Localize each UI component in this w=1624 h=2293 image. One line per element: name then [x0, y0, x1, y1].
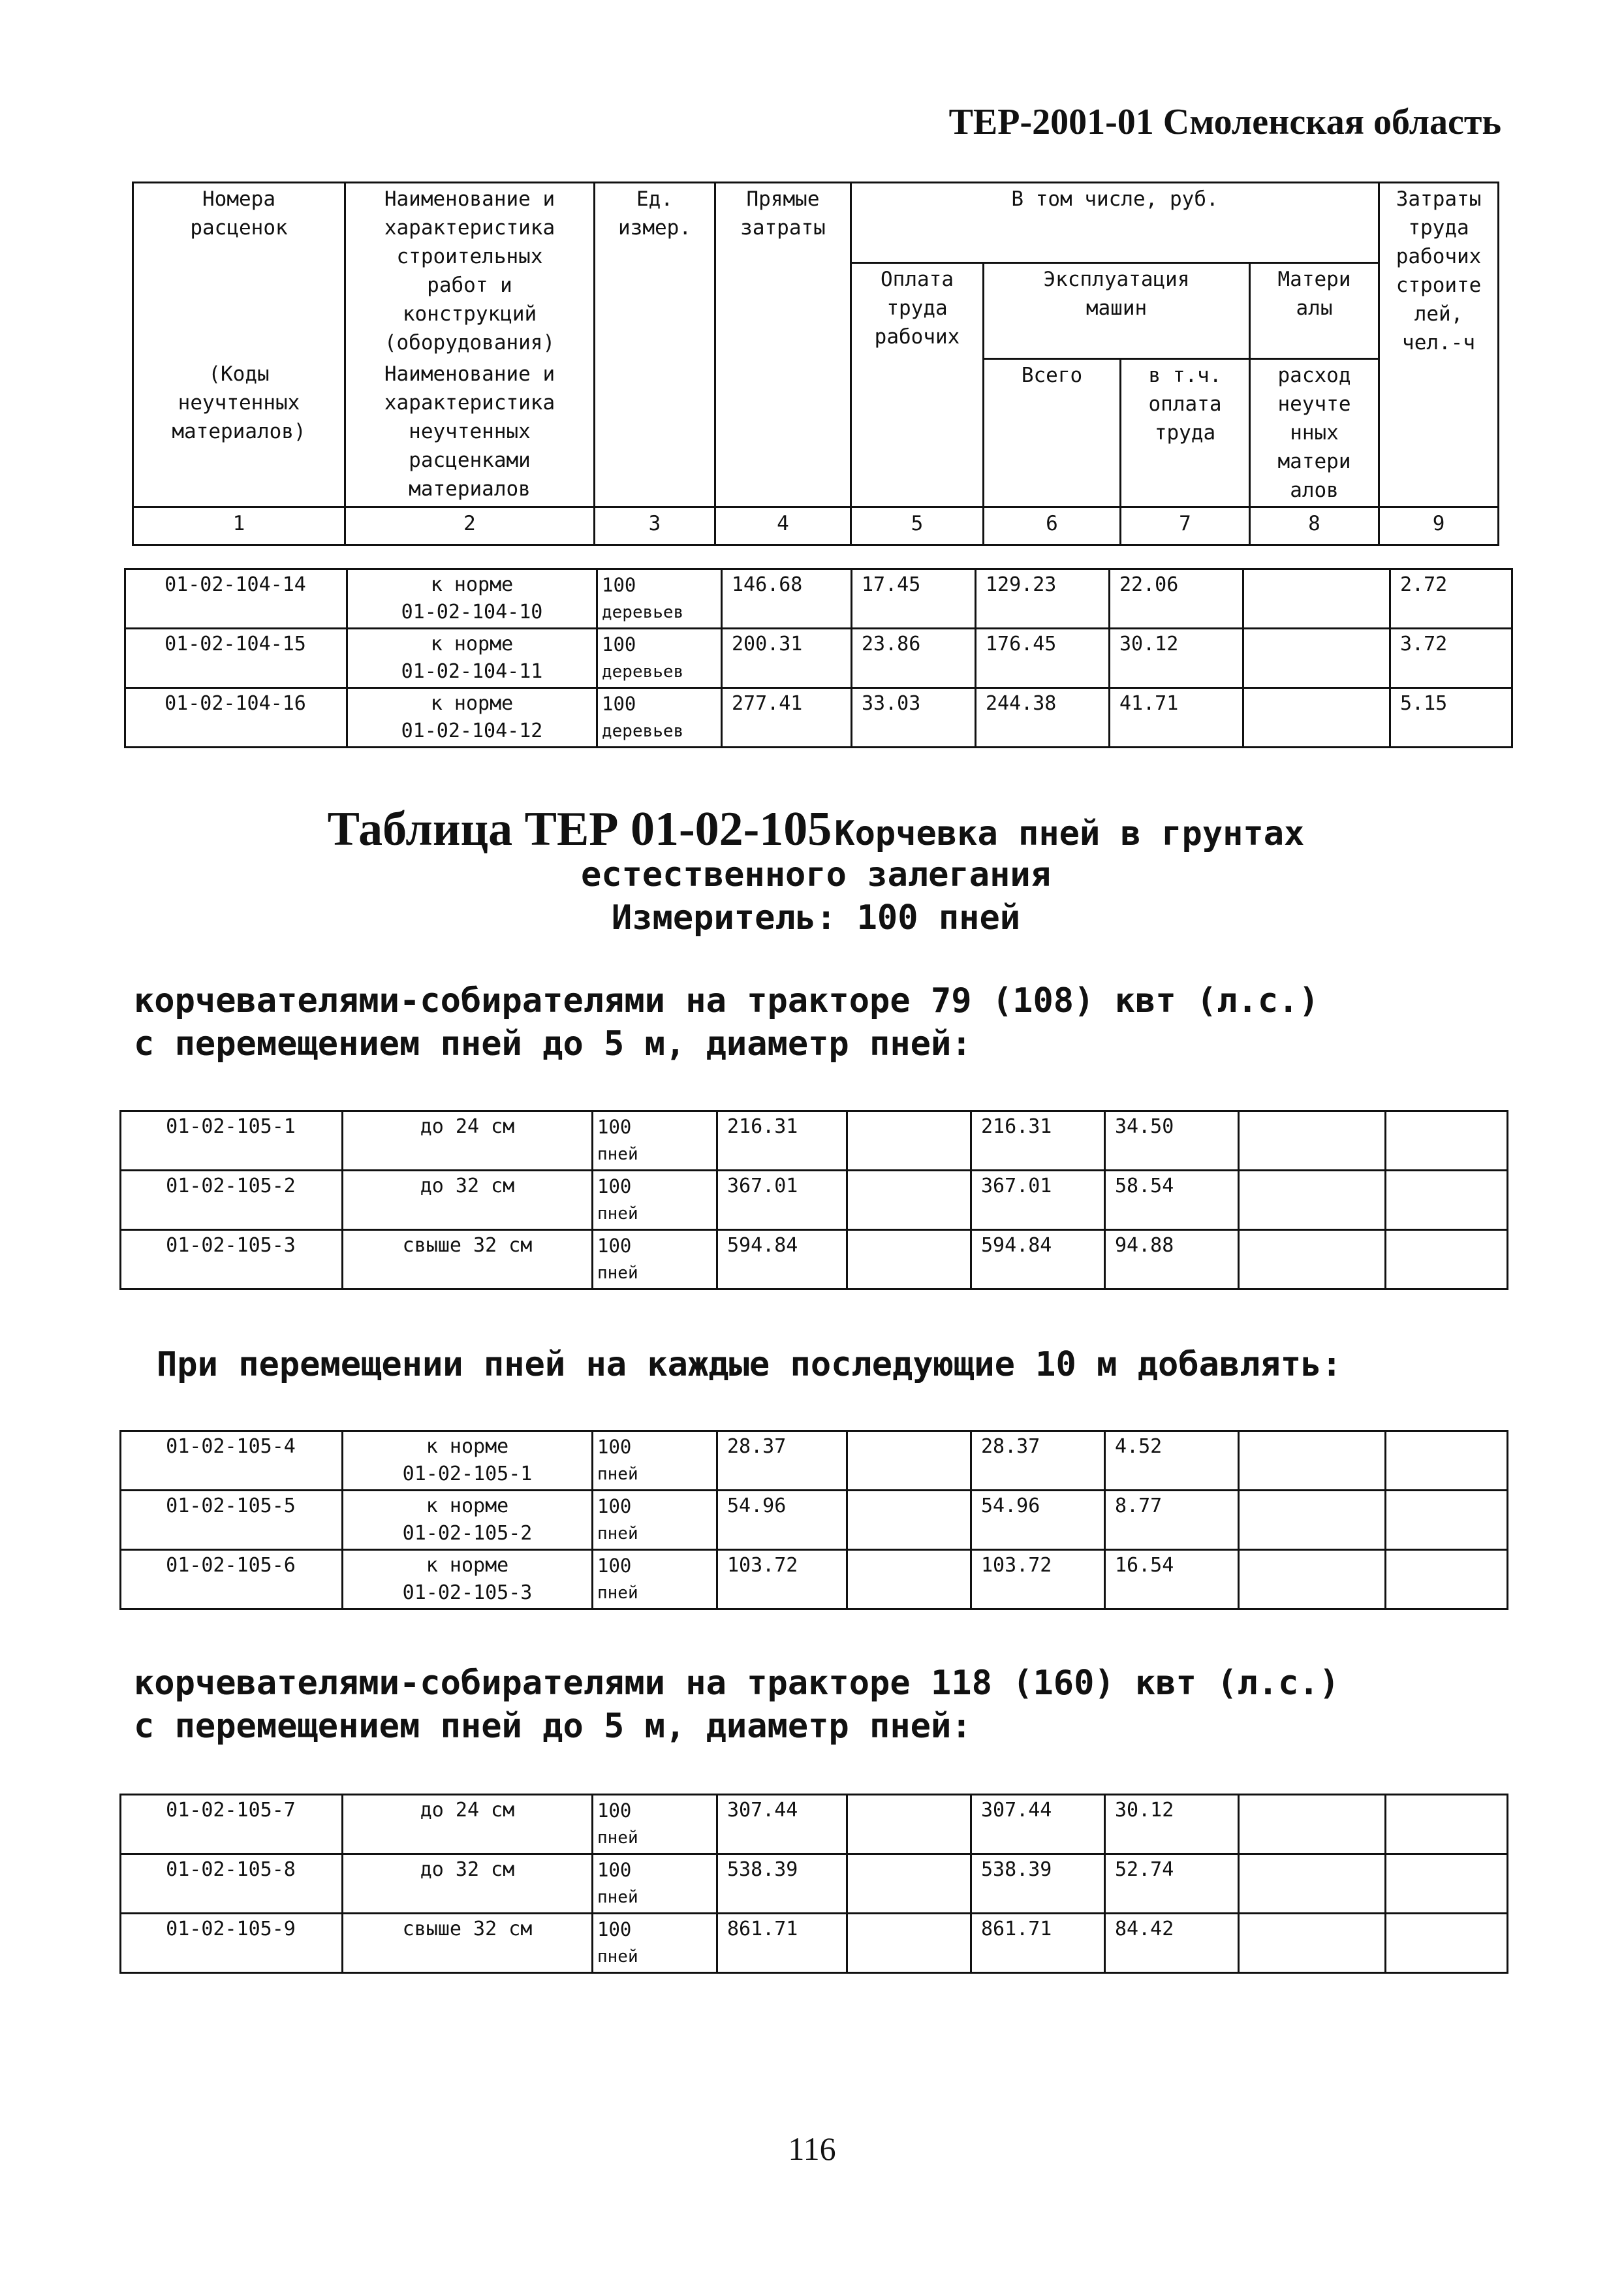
machine-labor-cost: 58.54	[1105, 1171, 1239, 1230]
unit-quantity: 100	[597, 1555, 632, 1577]
unit	[593, 1431, 717, 1491]
rate-code: 01-02-105-5	[121, 1491, 343, 1550]
table-row	[125, 688, 1512, 748]
unit-name: деревьев	[602, 721, 684, 741]
labor-cost: 17.45	[852, 569, 976, 629]
unit-name: пней	[597, 1204, 638, 1224]
machine-labor-cost: 30.12	[1110, 629, 1243, 688]
data-table-d	[119, 1794, 1508, 1974]
hdr-col1-bottom	[133, 358, 345, 507]
direct-cost: 367.01	[717, 1171, 847, 1230]
machine-cost: 103.72	[971, 1550, 1105, 1609]
unit-quantity: 100	[597, 1495, 632, 1517]
unit-quantity: 100	[597, 1859, 632, 1881]
unit	[593, 1550, 717, 1609]
machine-labor-cost: 34.50	[1105, 1111, 1239, 1171]
unit-quantity: 100	[597, 1918, 632, 1940]
work-name	[343, 1171, 593, 1230]
rate-code: 01-02-105-4	[121, 1431, 343, 1491]
direct-cost: 54.96	[717, 1491, 847, 1550]
work-name	[347, 569, 597, 629]
text-line: алы	[1296, 296, 1333, 320]
hdr-num-1: 1	[133, 507, 345, 545]
unit-quantity: 100	[597, 1175, 632, 1197]
worker-hours	[1386, 1854, 1508, 1914]
labor-cost	[847, 1550, 971, 1609]
work-name	[343, 1795, 593, 1854]
text-line: свыше 32 см	[402, 1234, 533, 1257]
text-line: до 24 см	[420, 1115, 515, 1138]
machine-cost: 538.39	[971, 1854, 1105, 1914]
unit-name: пней	[597, 1464, 638, 1484]
machine-labor-cost: 8.77	[1105, 1491, 1239, 1550]
text-line: характеристика	[384, 216, 555, 240]
section-heading-2	[157, 1343, 1540, 1386]
materials-cost	[1239, 1550, 1386, 1609]
unit	[593, 1491, 717, 1550]
text-line: Прямые	[746, 187, 820, 211]
text-line: расценками	[409, 449, 531, 472]
text-line: (оборудования)	[384, 331, 555, 355]
machine-labor-cost: 16.54	[1105, 1550, 1239, 1609]
text-line: нных	[1290, 420, 1339, 445]
text-line: расценок	[190, 216, 288, 240]
hdr-materials	[1250, 263, 1379, 359]
text-line: расход	[1277, 363, 1351, 387]
unit-quantity: 100	[597, 1436, 632, 1458]
text-line: неучте	[1277, 392, 1351, 416]
rate-code: 01-02-105-8	[121, 1854, 343, 1914]
materials-cost	[1239, 1914, 1386, 1973]
text-line: 01-02-104-12	[401, 720, 543, 742]
text-line: труда	[1408, 216, 1469, 240]
hdr-total: Всего	[984, 358, 1121, 507]
labor-cost	[847, 1230, 971, 1289]
materials-cost	[1239, 1230, 1386, 1289]
text-line: измер.	[618, 216, 691, 240]
machine-labor-cost: 94.88	[1105, 1230, 1239, 1289]
text-line: Ед.	[636, 187, 673, 211]
hdr-num-6: 6	[984, 507, 1121, 545]
hdr-num-8: 8	[1250, 507, 1379, 545]
materials-cost	[1239, 1111, 1386, 1171]
worker-hours	[1386, 1491, 1508, 1550]
hdr-col3-unit	[595, 183, 715, 507]
worker-hours	[1386, 1171, 1508, 1230]
text-line: до 24 см	[420, 1799, 515, 1822]
machine-cost: 244.38	[976, 688, 1110, 748]
text-line: чел.-ч	[1402, 331, 1476, 355]
text-line: Оплата	[881, 268, 954, 291]
text-line: с перемещением пней до 5 м, диаметр пней:	[134, 1024, 972, 1064]
unit-name: деревьев	[602, 662, 684, 682]
machine-cost: 54.96	[971, 1491, 1105, 1550]
unit	[593, 1230, 717, 1289]
hdr-col9-workers	[1379, 183, 1499, 507]
direct-cost: 103.72	[717, 1550, 847, 1609]
direct-cost: 146.68	[722, 569, 852, 629]
labor-cost	[847, 1491, 971, 1550]
work-name	[347, 688, 597, 748]
hdr-machines	[984, 263, 1250, 359]
table-row	[121, 1491, 1508, 1550]
labor-cost	[847, 1171, 971, 1230]
table-row	[121, 1550, 1508, 1609]
table-row	[121, 1914, 1508, 1973]
unit	[597, 629, 722, 688]
text-line: 01-02-104-11	[401, 660, 543, 683]
unit-name: пней	[597, 1263, 638, 1283]
text-line: Матери	[1277, 268, 1351, 291]
text-line: к норме	[430, 633, 514, 656]
machine-cost: 861.71	[971, 1914, 1105, 1973]
unit-quantity: 100	[597, 1116, 632, 1138]
machine-labor-cost: 41.71	[1110, 688, 1243, 748]
labor-cost	[847, 1854, 971, 1914]
unit	[593, 1914, 717, 1973]
table-heading-measure: Измеритель: 100 пней	[611, 898, 1021, 938]
text-line: строите	[1396, 274, 1482, 297]
unit-name: пней	[597, 1524, 638, 1543]
direct-cost: 307.44	[717, 1795, 847, 1854]
text-line: к норме	[426, 1494, 509, 1517]
rate-code: 01-02-104-15	[125, 629, 347, 688]
text-line: рабочих	[874, 325, 960, 349]
work-name	[343, 1914, 593, 1973]
text-line: в т.ч.	[1148, 363, 1222, 387]
direct-cost: 277.41	[722, 688, 852, 748]
text-line: 01-02-105-2	[402, 1522, 533, 1545]
text-line: характеристика	[384, 391, 555, 415]
worker-hours	[1386, 1111, 1508, 1171]
work-name	[343, 1230, 593, 1289]
unit	[593, 1171, 717, 1230]
text-line: 01-02-105-1	[402, 1463, 533, 1485]
table-heading-title-big: Таблица ТЕР 01-02-105	[327, 802, 832, 856]
hdr-group-incl: В том числе, руб.	[851, 183, 1379, 263]
text-line: неучтенных	[409, 420, 531, 443]
unit	[593, 1111, 717, 1171]
table-row	[121, 1795, 1508, 1854]
direct-cost: 861.71	[717, 1914, 847, 1973]
worker-hours: 2.72	[1390, 569, 1512, 629]
machine-cost: 367.01	[971, 1171, 1105, 1230]
hdr-unaccounted	[1250, 358, 1379, 507]
labor-cost	[847, 1111, 971, 1171]
work-name	[347, 629, 597, 688]
text-line: лей,	[1414, 302, 1463, 326]
materials-cost	[1239, 1491, 1386, 1550]
rate-code: 01-02-105-6	[121, 1550, 343, 1609]
hdr-num-9: 9	[1379, 507, 1499, 545]
text-line: строительных	[396, 245, 543, 268]
machine-cost: 216.31	[971, 1111, 1105, 1171]
text-line: При перемещении пней на каждые последующие 10 м добавлять:	[157, 1345, 1342, 1384]
work-name	[343, 1431, 593, 1491]
table-heading-title	[196, 802, 1436, 857]
work-name	[343, 1550, 593, 1609]
materials-cost	[1243, 569, 1390, 629]
unit	[597, 688, 722, 748]
direct-cost: 594.84	[717, 1230, 847, 1289]
machine-cost: 28.37	[971, 1431, 1105, 1491]
table-row	[121, 1230, 1508, 1289]
text-line: материалов	[409, 477, 531, 501]
unit-quantity: 100	[597, 1235, 632, 1257]
text-line: затраты	[740, 216, 826, 240]
text-line: Номера	[202, 187, 275, 211]
unit	[593, 1795, 717, 1854]
text-line: (Коды	[208, 362, 270, 386]
text-line: рабочих	[1396, 245, 1482, 268]
text-line: Наименование и	[384, 362, 555, 386]
hdr-incl-labor	[1121, 358, 1250, 507]
unit-quantity: 100	[602, 693, 636, 715]
text-line: корчевателями-собирателями на тракторе 118 (160) квт (л.с.)	[134, 1664, 1340, 1703]
machine-labor-cost: 84.42	[1105, 1914, 1239, 1973]
rate-code: 01-02-105-1	[121, 1111, 343, 1171]
document-title: ТЕР-2001-01 Смоленская область	[948, 102, 1501, 142]
text-line: конструкций	[402, 302, 537, 326]
hdr-col4-direct	[715, 183, 851, 507]
table-row	[121, 1431, 1508, 1491]
table-row	[121, 1171, 1508, 1230]
text-line: к норме	[430, 692, 514, 715]
data-table-a	[124, 568, 1513, 748]
direct-cost: 216.31	[717, 1111, 847, 1171]
text-line: к норме	[430, 573, 514, 596]
hdr-col1-top	[133, 183, 345, 359]
direct-cost: 538.39	[717, 1854, 847, 1914]
unit-quantity: 100	[597, 1799, 632, 1822]
worker-hours: 3.72	[1390, 629, 1512, 688]
work-name	[343, 1854, 593, 1914]
machine-labor-cost: 22.06	[1110, 569, 1243, 629]
worker-hours	[1386, 1795, 1508, 1854]
text-line: Затраты	[1396, 187, 1482, 211]
worker-hours	[1386, 1550, 1508, 1609]
data-table-c	[119, 1430, 1508, 1610]
hdr-num-4: 4	[715, 507, 851, 545]
hdr-col2-bottom	[345, 358, 595, 507]
unit-name: деревьев	[602, 603, 684, 622]
text-line: свыше 32 см	[402, 1918, 533, 1940]
machine-labor-cost: 30.12	[1105, 1795, 1239, 1854]
text-line: к норме	[426, 1554, 509, 1577]
unit-name: пней	[597, 1828, 638, 1848]
materials-cost	[1239, 1171, 1386, 1230]
labor-cost	[847, 1795, 971, 1854]
hdr-num-2: 2	[345, 507, 595, 545]
materials-cost	[1239, 1431, 1386, 1491]
text-line: машин	[1085, 296, 1148, 320]
data-table-b	[119, 1110, 1508, 1290]
materials-cost	[1239, 1795, 1386, 1854]
unit	[593, 1854, 717, 1914]
text-line: до 32 см	[420, 1858, 515, 1881]
text-line: оплата	[1148, 392, 1222, 416]
rate-code: 01-02-104-16	[125, 688, 347, 748]
materials-cost	[1243, 629, 1390, 688]
table-row	[125, 569, 1512, 629]
hdr-num-7: 7	[1121, 507, 1250, 545]
unit	[597, 569, 722, 629]
worker-hours: 5.15	[1390, 688, 1512, 748]
text-line: Наименование и	[384, 187, 555, 211]
text-line: труда	[1154, 420, 1216, 445]
machine-labor-cost: 52.74	[1105, 1854, 1239, 1914]
text-line: алов	[1290, 478, 1339, 502]
machine-labor-cost: 4.52	[1105, 1431, 1239, 1491]
rate-code: 01-02-105-2	[121, 1171, 343, 1230]
text-line: корчевателями-собирателями на тракторе 79 (108) квт (л.с.)	[134, 981, 1319, 1020]
machine-cost: 176.45	[976, 629, 1110, 688]
text-line: Эксплуатация	[1043, 268, 1190, 291]
text-line: до 32 см	[420, 1175, 515, 1197]
table-heading-title-rest: Корчевка пней в грунтах	[834, 814, 1305, 853]
machine-cost: 129.23	[976, 569, 1110, 629]
hdr-num-5: 5	[851, 507, 984, 545]
section-heading-3	[134, 1662, 1518, 1748]
unit-name: пней	[597, 1145, 638, 1164]
header-table	[132, 182, 1499, 546]
table-row	[125, 629, 1512, 688]
machine-cost: 307.44	[971, 1795, 1105, 1854]
rate-code: 01-02-105-7	[121, 1795, 343, 1854]
worker-hours	[1386, 1230, 1508, 1289]
text-line: с перемещением пней до 5 м, диаметр пней:	[134, 1707, 972, 1746]
rate-code: 01-02-104-14	[125, 569, 347, 629]
work-name	[343, 1111, 593, 1171]
text-line: материалов)	[172, 420, 306, 443]
text-line: работ и	[427, 274, 512, 297]
materials-cost	[1239, 1854, 1386, 1914]
worker-hours	[1386, 1431, 1508, 1491]
text-line: 01-02-105-3	[402, 1581, 533, 1604]
unit-name: пней	[597, 1888, 638, 1907]
table-row	[121, 1111, 1508, 1171]
direct-cost: 200.31	[722, 629, 852, 688]
unit-quantity: 100	[602, 574, 636, 596]
text-line: неучтенных	[178, 391, 300, 415]
hdr-col2-top	[345, 183, 595, 359]
text-line: матери	[1277, 449, 1351, 473]
rate-code: 01-02-105-9	[121, 1914, 343, 1973]
direct-cost: 28.37	[717, 1431, 847, 1491]
machine-cost: 594.84	[971, 1230, 1105, 1289]
work-name	[343, 1491, 593, 1550]
text-line: 01-02-104-10	[401, 601, 543, 624]
worker-hours	[1386, 1914, 1508, 1973]
hdr-labor	[851, 263, 984, 507]
labor-cost: 23.86	[852, 629, 976, 688]
unit-name: пней	[597, 1583, 638, 1603]
labor-cost: 33.03	[852, 688, 976, 748]
section-heading-1	[134, 979, 1518, 1066]
table-heading-line2: естественного залегания	[580, 855, 1052, 894]
labor-cost	[847, 1431, 971, 1491]
hdr-num-3: 3	[595, 507, 715, 545]
text-line: труда	[886, 296, 948, 320]
page-number: 116	[788, 2130, 836, 2167]
rate-code: 01-02-105-3	[121, 1230, 343, 1289]
table-row	[121, 1854, 1508, 1914]
unit-quantity: 100	[602, 633, 636, 656]
materials-cost	[1243, 688, 1390, 748]
unit-name: пней	[597, 1947, 638, 1967]
labor-cost	[847, 1914, 971, 1973]
text-line: к норме	[426, 1435, 509, 1458]
